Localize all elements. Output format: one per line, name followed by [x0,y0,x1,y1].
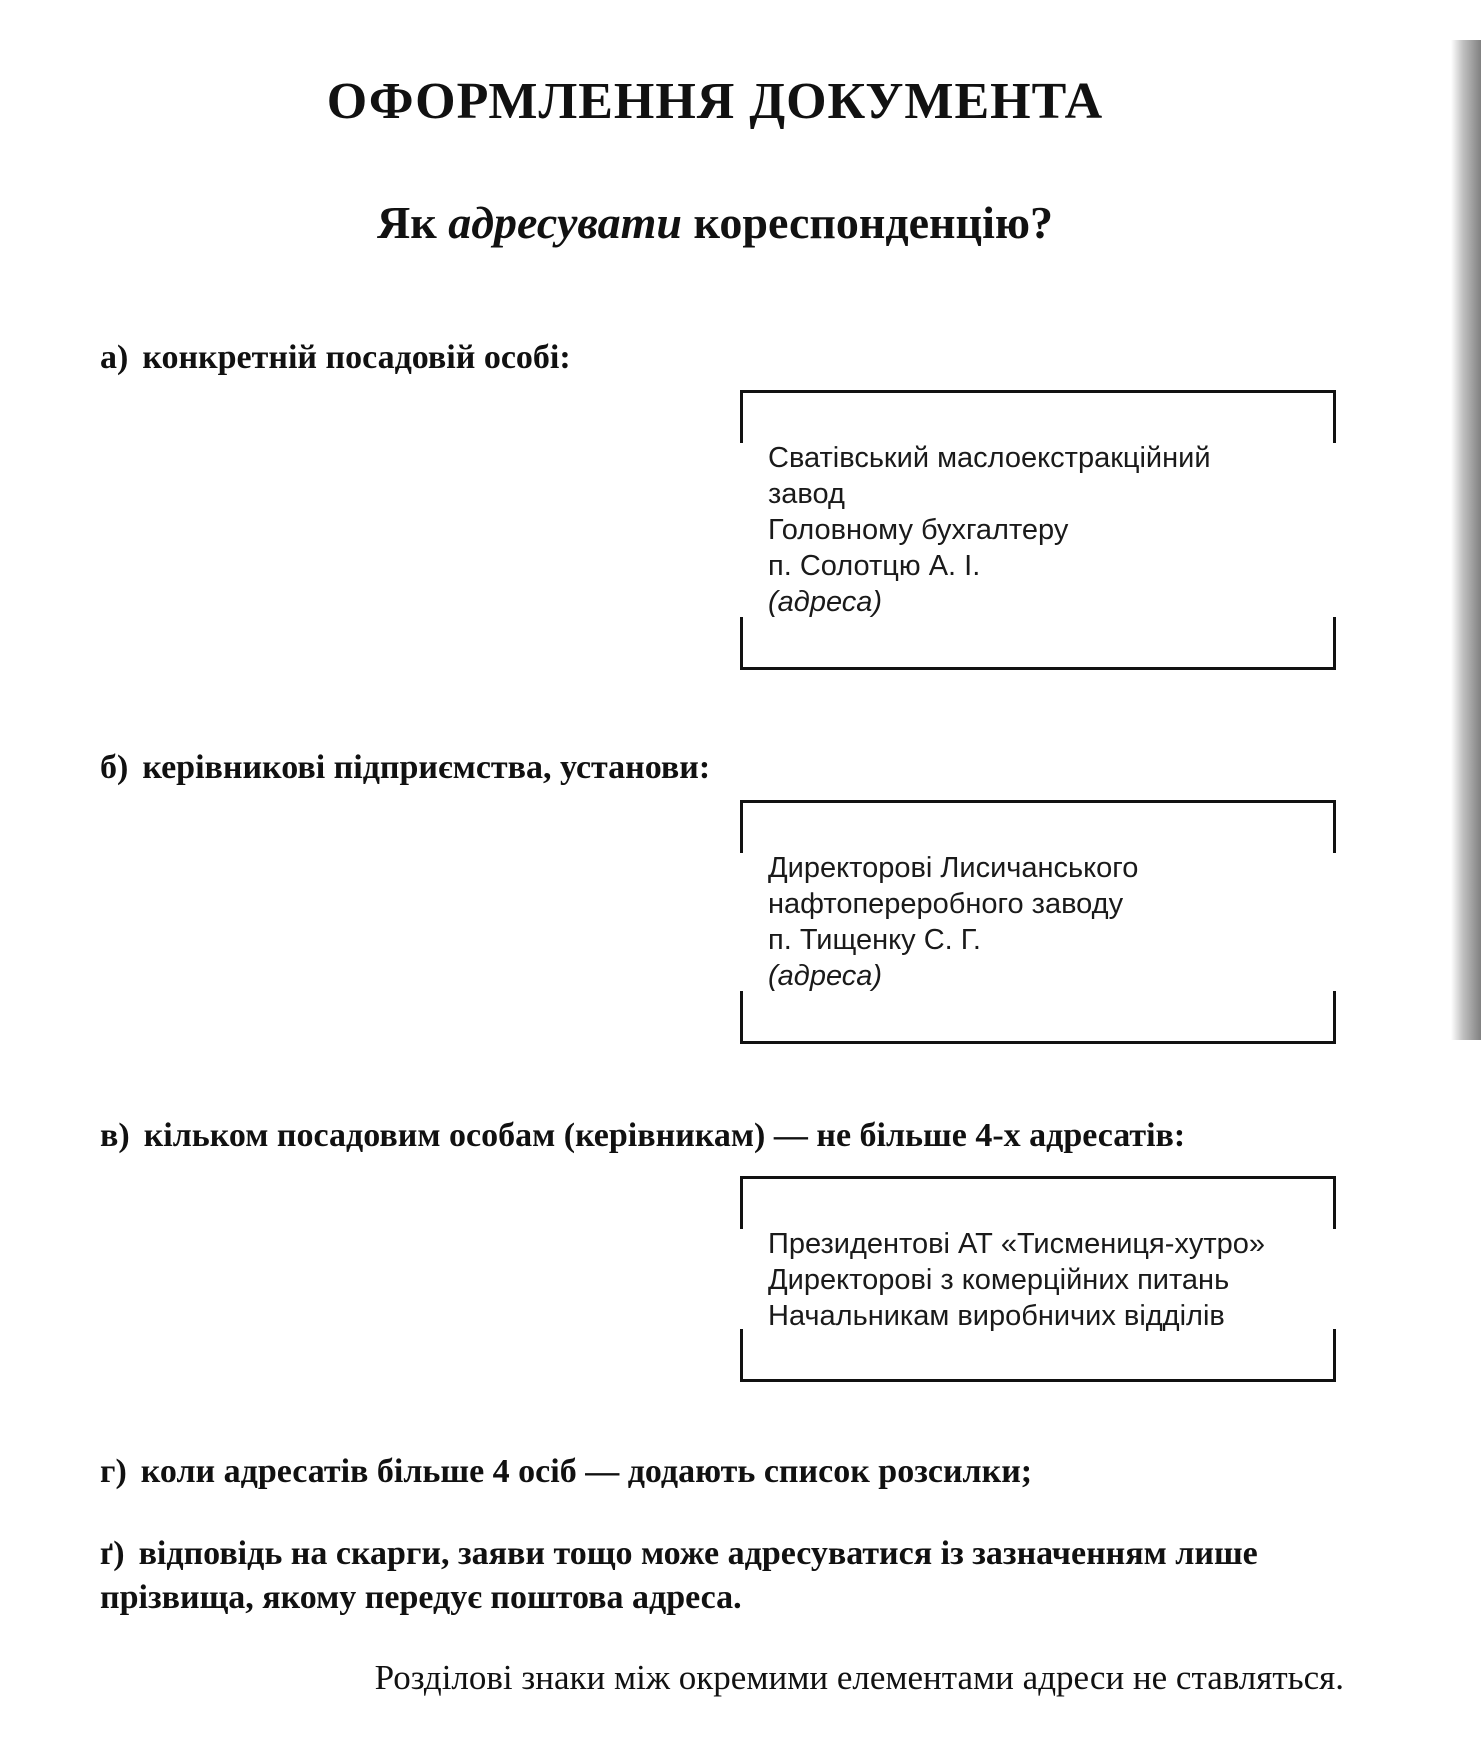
address-a-line-3: Головному бухгалтеру [768,514,1069,546]
section-gg-text: відповідь на скарги, заяви тощо може адресуватися із зазначенням лише прізвища, якому передує поштова адреса. [100,1535,1258,1616]
section-g-marker: г) [100,1453,127,1490]
section-b-heading [100,746,710,790]
section-gg-marker: ґ) [100,1535,125,1572]
address-b-line-1: Директорові Лисичанського [768,852,1139,884]
subtitle-before: Як [376,197,449,248]
section-g-heading [100,1450,1032,1494]
address-box-v-lines [768,1226,1265,1334]
address-box-v-bottom-bracket [740,1329,1336,1382]
address-b-line-2: нафтопереробного заводу [768,888,1124,920]
address-v-line-3: Начальникам виробничих відділів [768,1300,1225,1332]
address-a-line-2: завод [768,478,845,510]
address-box-a-top-bracket [740,390,1336,443]
address-box-a-bottom-bracket [740,617,1336,670]
address-box-b-top-bracket [740,800,1336,853]
section-gg-heading [100,1532,1340,1620]
address-b-line-3: п. Тищенку С. Г. [768,924,981,956]
address-a-line-5: (адреса) [768,586,883,618]
section-b-text: керівникові підприємства, установи: [142,749,711,786]
address-b-line-4: (адреса) [768,960,883,992]
address-v-line-1: Президентові АТ «Тисмениця-хутро» [768,1228,1266,1260]
section-v-heading [100,1114,1185,1158]
section-a-text: конкретній посадовій особі: [142,339,571,376]
address-box-b-bottom-bracket [740,991,1336,1044]
page-subtitle [0,196,1430,249]
address-box-a [740,390,1336,670]
subtitle-after: кореспонденцію? [681,197,1053,248]
footer-note: Розділові знаки між окремими елементами адреси не ставляться. [374,1658,1344,1697]
section-v-text: кільком посадовим особам (керівникам) — не більше 4-х адресатів: [143,1117,1186,1154]
section-a-marker: а) [100,339,129,376]
page-edge-shadow [1451,40,1481,1040]
address-a-line-4: п. Солотцю А. І. [768,550,981,582]
address-box-v-top-bracket [740,1176,1336,1229]
address-box-v [740,1176,1336,1382]
section-g-text: коли адресатів більше 4 осіб — додають список розсилки; [140,1453,1033,1490]
subtitle-emphasis: адресувати [448,197,682,248]
address-box-b-lines [768,850,1138,994]
section-a-heading [100,336,571,380]
address-a-line-1: Сватівський маслоекстракційний [768,442,1211,474]
section-v-marker: в) [100,1117,130,1154]
address-v-line-2: Директорові з комерційних питань [768,1264,1230,1296]
address-box-b [740,800,1336,1044]
address-box-a-lines [768,440,1211,620]
section-b-marker: б) [100,749,129,786]
page-title: ОФОРМЛЕННЯ ДОКУМЕНТА [326,73,1104,130]
